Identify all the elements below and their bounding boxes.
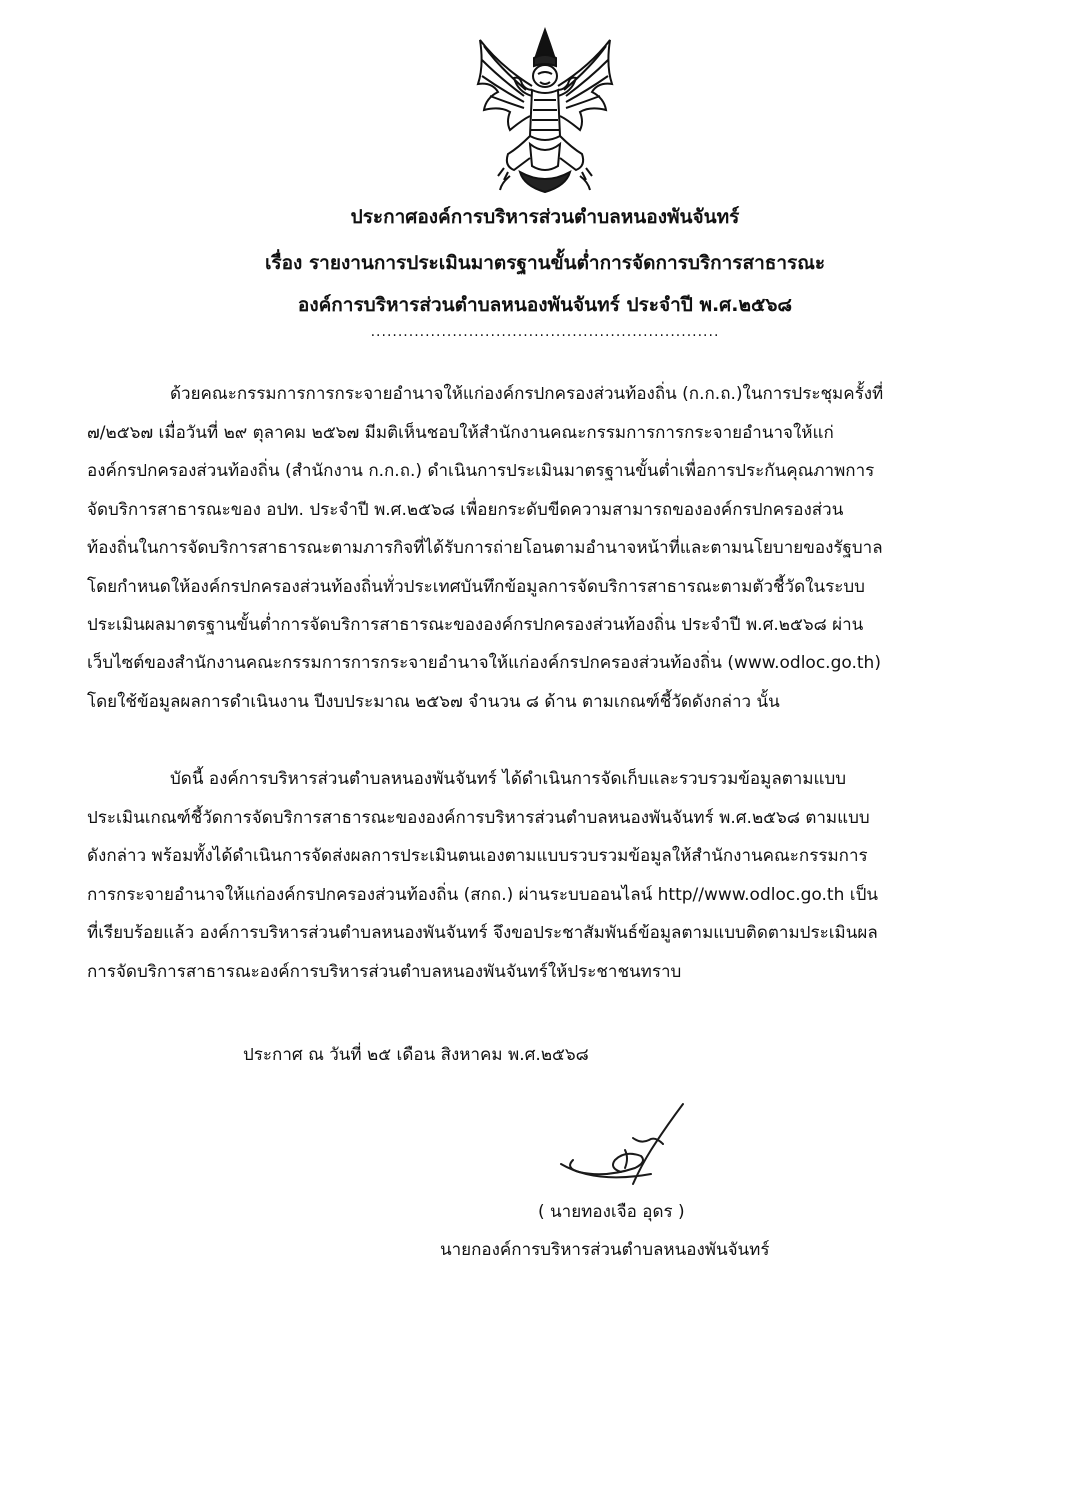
announcement-date: ประกาศ ณ วันที่ ๒๕ เดือน สิงหาคม พ.ศ.๒๕๖๘ [243, 1045, 589, 1065]
paragraph1-line: องค์กรปกครองส่วนท้องถิ่น (สำนักงาน ก.ก.ถ.) ดำเนินการประเมินมาตรฐานขั้นต่ำเพื่อการประกันคุณภาพการ [87, 461, 875, 481]
signer-name: ( นายทองเจือ อุดร ) [538, 1202, 685, 1222]
paragraph2-line: การกระจายอำนาจให้แก่องค์กรปกครองส่วนท้องถิ่น (สกถ.) ผ่านระบบออนไลน์ http//www.odloc.go.th เป็น [87, 885, 878, 905]
paragraph2-line: ดังกล่าว พร้อมทั้งได้ดำเนินการจัดส่งผลการประเมินตนเองตามแบบรวบรวมข้อมูลให้สำนักงานคณะกรรมการ [87, 846, 868, 866]
handwritten-signature-icon [555, 1098, 705, 1193]
paragraph1-line: เว็บไซต์ของสำนักงานคณะกรรมการการกระจายอำนาจให้แก่องค์กรปกครองส่วนท้องถิ่น (www.odloc.go.th) [87, 653, 881, 673]
heading-separator: ................................................................ [370, 324, 720, 340]
paragraph1-line: ๗/๒๕๖๗ เมื่อวันที่ ๒๙ ตุลาคม ๒๕๖๗ มีมติเห็นชอบให้สำนักงานคณะกรรมการการกระจายอำนาจให้แก่ [87, 423, 834, 443]
paragraph1-line: โดยกำหนดให้องค์กรปกครองส่วนท้องถิ่นทั่วประเทศบันทึกข้อมูลการจัดบริการสาธารณะตามตัวชี้วัดในระบบ [87, 577, 865, 597]
paragraph1-line: จัดบริการสาธารณะของ อปท. ประจำปี พ.ศ.๒๕๖๘ เพื่อยกระดับขีดความสามารถขององค์กรปกครองส่วน [87, 500, 844, 520]
garuda-emblem-icon [470, 26, 620, 196]
paragraph1-line: โดยใช้ข้อมูลผลการดำเนินงาน ปีงบประมาณ ๒๕๖๗ จำนวน ๘ ด้าน ตามเกณฑ์ชี้วัดดังกล่าว นั้น [87, 692, 780, 712]
heading-line-3: องค์การบริหารส่วนตำบลหนองพันจันทร์ ประจำปี พ.ศ.๒๕๖๘ [297, 294, 793, 316]
paragraph1-line: ประเมินผลมาตรฐานขั้นต่ำการจัดบริการสาธารณะขององค์กรปกครองส่วนท้องถิ่น ประจำปี พ.ศ.๒๕๖๘ ผ่าน [87, 615, 864, 635]
paragraph2-line: ประเมินเกณฑ์ชี้วัดการจัดบริการสาธารณะขององค์การบริหารส่วนตำบลหนองพันจันทร์ พ.ศ.๒๕๖๘ ตามแบบ [87, 808, 870, 828]
paragraph2-line: บัดนี้ องค์การบริหารส่วนตำบลหนองพันจันทร์ ได้ดำเนินการจัดเก็บและรวบรวมข้อมูลตามแบบ [170, 769, 847, 789]
paragraph1-line: ท้องถิ่นในการจัดบริการสาธารณะตามภารกิจที่ได้รับการถ่ายโอนตามอำนาจหน้าที่และตามนโยบายของรัฐบาล [87, 538, 883, 558]
heading-subject: เรื่อง รายงานการประเมินมาตรฐานขั้นต่ำการจัดการบริการสาธารณะ [264, 252, 826, 274]
heading-line-1: ประกาศองค์การบริหารส่วนตำบลหนองพันจันทร์ [350, 206, 740, 228]
paragraph2-line: ที่เรียบร้อยแล้ว องค์การบริหารส่วนตำบลหนองพันจันทร์ จึงขอประชาสัมพันธ์ข้อมูลตามแบบติดตามประเมินผล [87, 923, 878, 943]
paragraph2-line: การจัดบริการสาธารณะองค์การบริหารส่วนตำบลหนองพันจันทร์ให้ประชาชนทราบ [87, 962, 682, 982]
paragraph1-line: ด้วยคณะกรรมการการกระจายอำนาจให้แก่องค์กรปกครองส่วนท้องถิ่น (ก.ก.ถ.)ในการประชุมครั้งที่ [170, 384, 884, 404]
signer-position: นายกองค์การบริหารส่วนตำบลหนองพันจันทร์ [440, 1240, 770, 1260]
